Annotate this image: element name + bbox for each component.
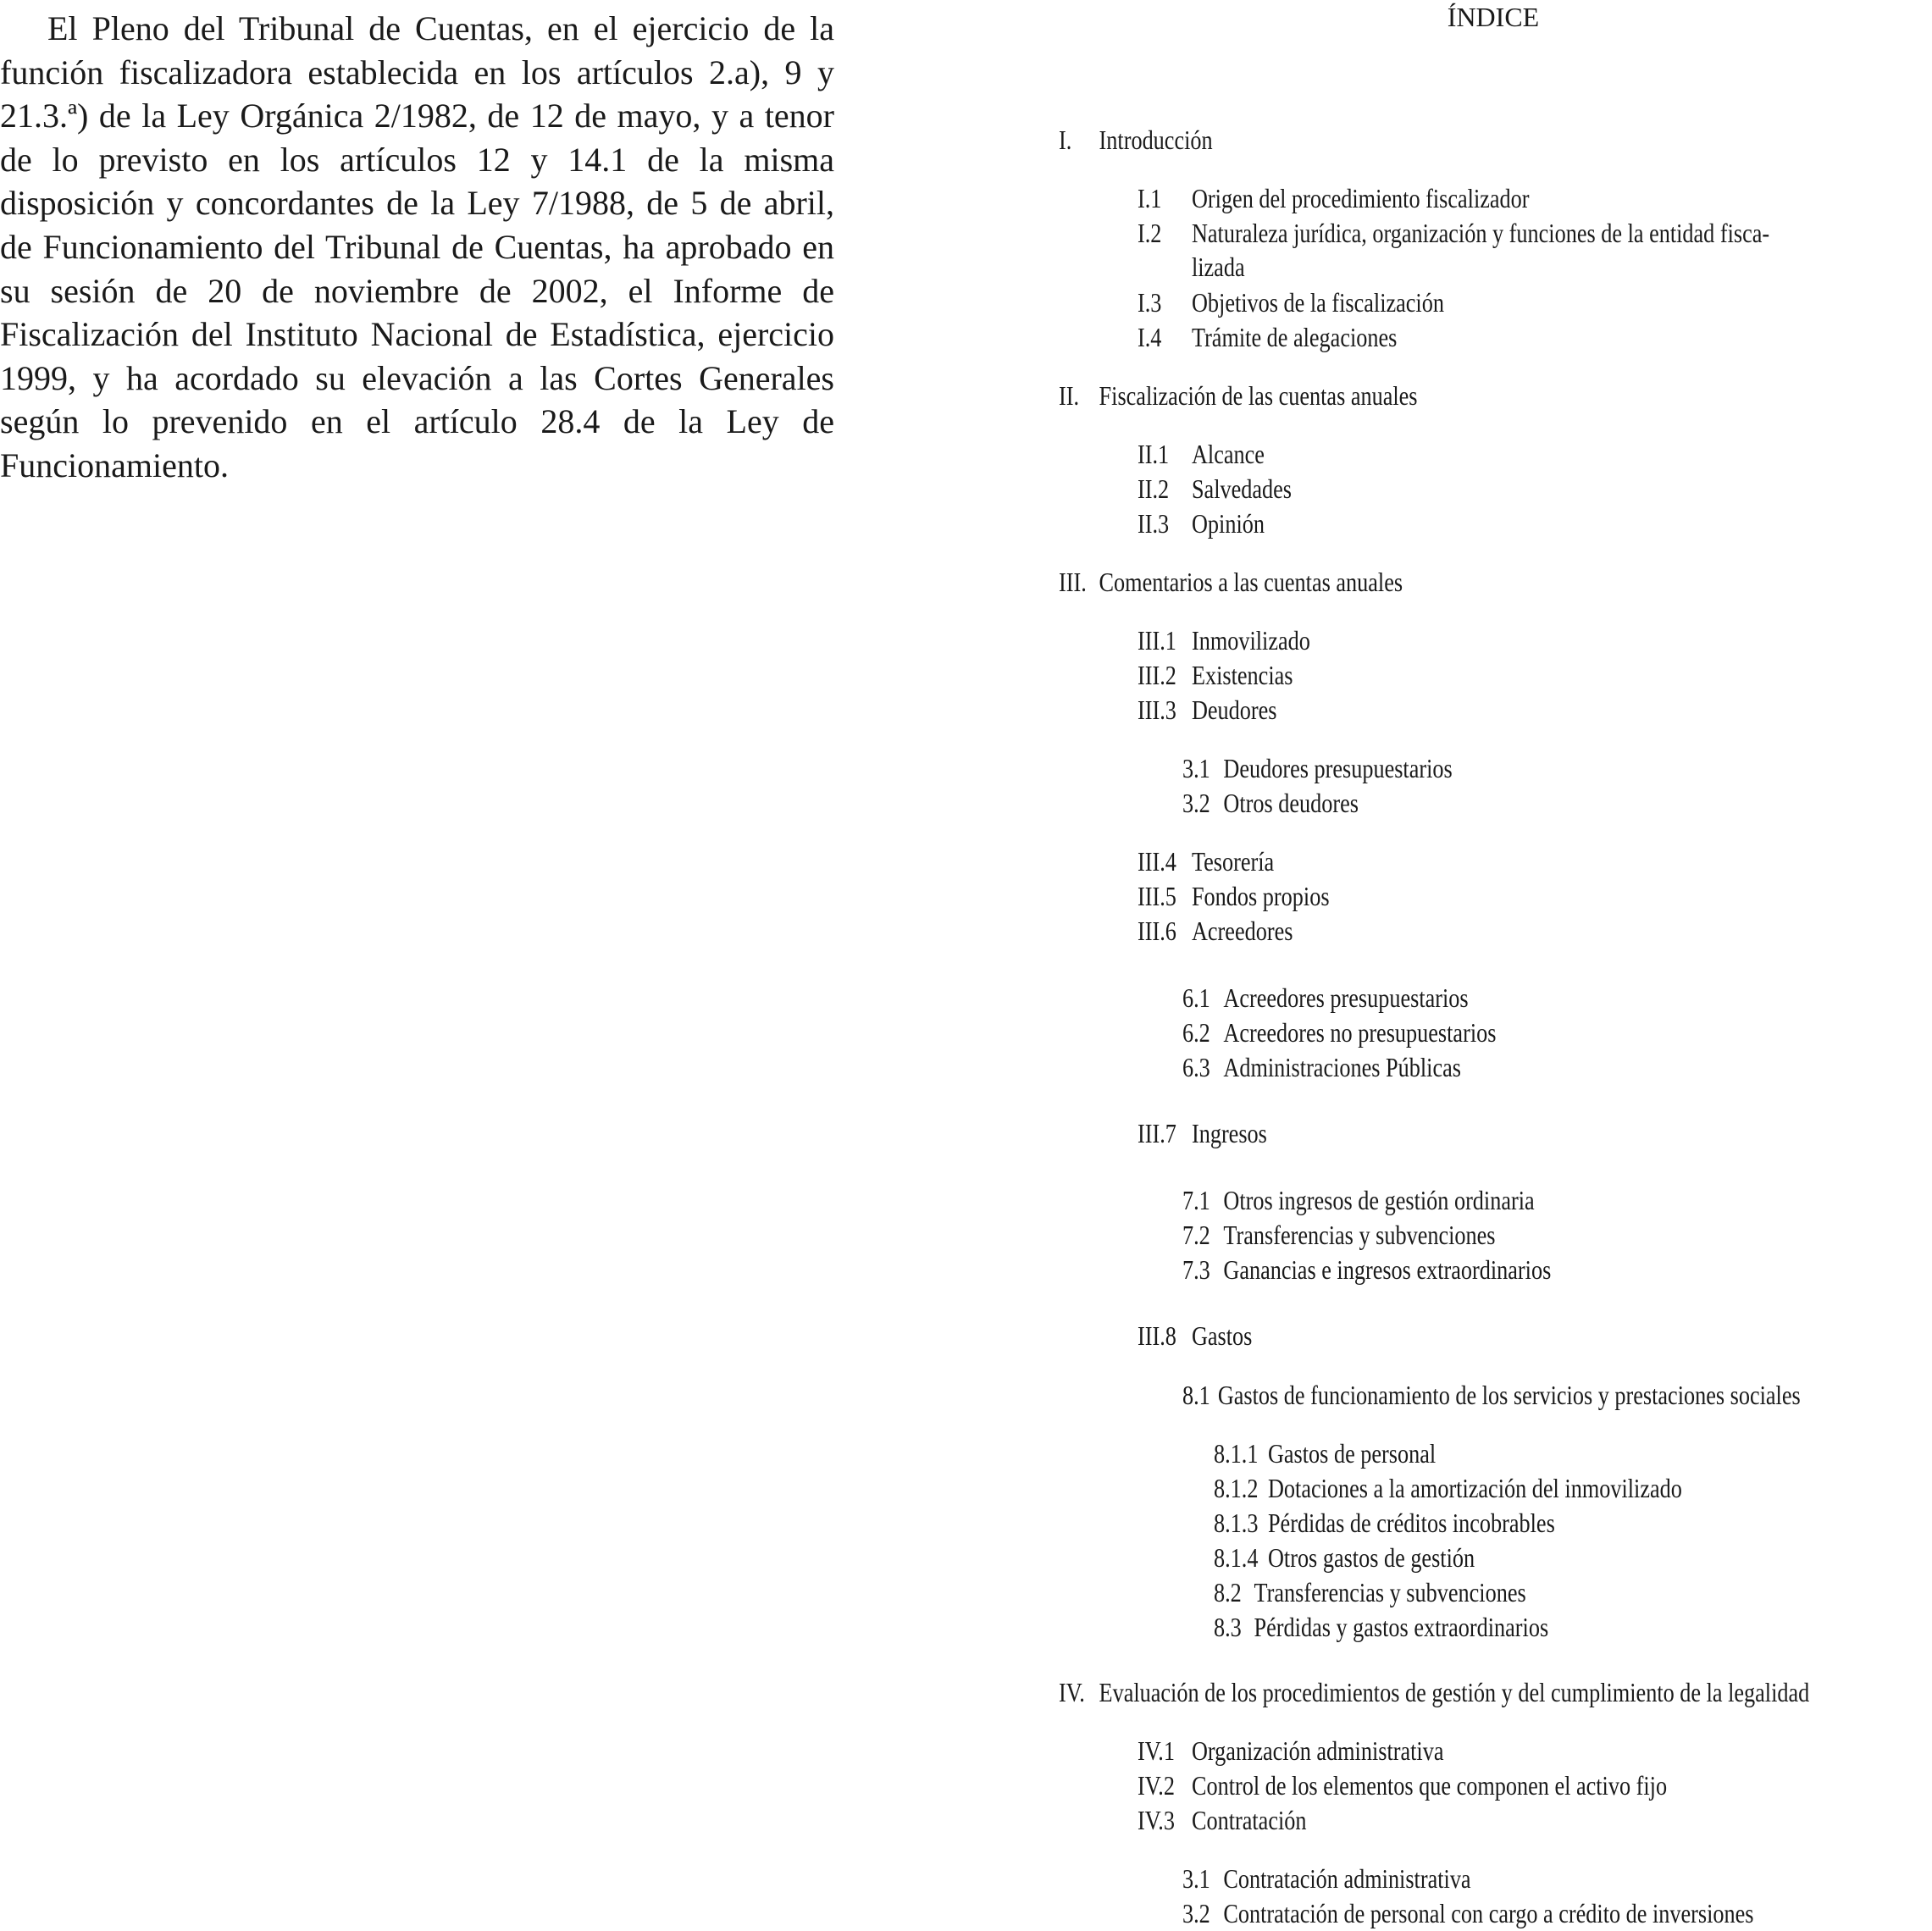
toc-number: 6.2 <box>1182 1017 1210 1048</box>
toc-title-continuation: lizada <box>1191 252 1245 282</box>
toc-number: II.2 <box>1138 473 1170 504</box>
toc-entry <box>1138 658 1293 692</box>
toc-entry <box>1182 786 1359 820</box>
toc-number: III.8 <box>1138 1320 1176 1351</box>
toc-title: Transferencias y subvenciones <box>1254 1577 1526 1607</box>
toc-title: Ganancias e ingresos extraordinarios <box>1223 1254 1552 1285</box>
toc-entry <box>1182 1015 1496 1049</box>
toc-number: 8.1 <box>1182 1380 1210 1410</box>
toc-entry <box>1138 216 1769 284</box>
toc-entry <box>1182 981 1469 1015</box>
toc-number: III. <box>1059 567 1087 597</box>
toc-entry <box>1138 285 1444 319</box>
toc-entry <box>1182 1050 1461 1084</box>
toc-title: Otros deudores <box>1223 788 1359 818</box>
toc-number: I. <box>1059 124 1072 155</box>
toc-entry <box>1059 565 1403 599</box>
toc-number: 3.1 <box>1182 753 1210 783</box>
toc-title: Deudores presupuestarios <box>1223 753 1453 783</box>
toc-entry <box>1138 320 1397 354</box>
toc-title: Acreedores no presupuestarios <box>1223 1017 1497 1048</box>
toc-number: 3.1 <box>1182 1863 1210 1894</box>
toc-title: Naturaleza jurídica, organización y funciones de la entidad fisca- <box>1191 218 1770 248</box>
toc-number: 3.2 <box>1182 1898 1210 1928</box>
toc-number: 8.1.1 <box>1214 1438 1259 1469</box>
toc-title: Fiscalización de las cuentas anuales <box>1099 380 1418 411</box>
toc-title: Acreedores <box>1191 916 1293 946</box>
toc-entry <box>1138 914 1293 948</box>
left-column <box>0 7 834 488</box>
toc-title: Otros ingresos de gestión ordinaria <box>1223 1185 1535 1215</box>
toc-number: II.3 <box>1138 508 1170 539</box>
toc-number: III.2 <box>1138 660 1176 690</box>
toc-entry <box>1138 1803 1306 1837</box>
toc-number: 8.1.3 <box>1214 1508 1259 1538</box>
toc-title: Origen del procedimiento fiscalizador <box>1191 183 1530 213</box>
toc-number: I.3 <box>1138 287 1162 318</box>
table-of-contents <box>1055 0 1932 1931</box>
toc-entry <box>1138 844 1274 878</box>
toc-title: Pérdidas de créditos incobrables <box>1267 1508 1555 1538</box>
intro-paragraph: El Pleno del Tribunal de Cuentas, en el ejercicio de la función fiscalizadora establecida en los artículos 2.a), 9 y 21.3.ª) de la Ley Orgánica 2/1982, de 12 de mayo, y a tenor de lo previsto en los artículos 12 y 14.1 de la misma disposición y concordantes de la Ley 7/1988, de 5 de abril, de Funcionamiento del Tribunal de Cuentas, ha aprobado en su sesión de 20 de noviembre de 2002, el Informe de Fiscalización del Instituto Nacional de Estadística, ejercicio 1999, y ha acordado su elevación a las Cortes Generales según lo prevenido en el artículo 28.4 de la Ley de Funcionamiento. <box>0 9 834 484</box>
toc-number: 6.3 <box>1182 1052 1210 1082</box>
toc-title: Evaluación de los procedimientos de gestión y del cumplimiento de la legalidad <box>1099 1677 1810 1707</box>
toc-number: I.1 <box>1138 183 1162 213</box>
toc-number: IV.1 <box>1138 1735 1175 1766</box>
toc-title: Gastos <box>1191 1320 1253 1351</box>
toc-title: Transferencias y subvenciones <box>1223 1220 1496 1250</box>
toc-title: Tesorería <box>1191 846 1275 877</box>
toc-entry <box>1138 693 1277 727</box>
toc-entry <box>1214 1436 1436 1470</box>
toc-number: 7.1 <box>1182 1185 1210 1215</box>
toc-number: 7.3 <box>1182 1254 1210 1285</box>
toc-number: I.4 <box>1138 322 1162 352</box>
toc-title: Acreedores presupuestarios <box>1223 982 1469 1013</box>
toc-entry <box>1138 437 1265 471</box>
toc-entry <box>1214 1506 1555 1540</box>
toc-title: Comentarios a las cuentas anuales <box>1099 567 1403 597</box>
toc-title: Objetivos de la fiscalización <box>1191 287 1444 318</box>
toc-number: III.3 <box>1138 694 1176 725</box>
toc-number: III.7 <box>1138 1118 1176 1148</box>
toc-entry <box>1182 1253 1551 1286</box>
toc-title: Salvedades <box>1191 473 1293 504</box>
toc-entry <box>1214 1541 1475 1574</box>
toc-entry <box>1214 1471 1682 1505</box>
toc-entry <box>1059 379 1418 412</box>
toc-entry <box>1182 1218 1495 1252</box>
toc-title: Gastos de personal <box>1267 1438 1437 1469</box>
toc-title: Administraciones Públicas <box>1223 1052 1461 1082</box>
toc-number: III.6 <box>1138 916 1176 946</box>
toc-title: Dotaciones a la amortización del inmovilizado <box>1267 1473 1682 1503</box>
toc-entry <box>1214 1610 1548 1644</box>
toc-number: II.1 <box>1138 439 1170 469</box>
toc-entry <box>1138 181 1530 215</box>
toc-title: Fondos propios <box>1191 881 1330 911</box>
toc-entry <box>1182 1862 1471 1895</box>
toc-number: 6.1 <box>1182 982 1210 1013</box>
toc-number: III.1 <box>1138 625 1176 656</box>
index-heading: ÍNDICE <box>1447 2 1540 32</box>
toc-title: Contratación <box>1191 1805 1307 1835</box>
toc-number: 8.1.2 <box>1214 1473 1259 1503</box>
toc-title: Existencias <box>1191 660 1293 690</box>
toc-title: Contratación administrativa <box>1223 1863 1471 1894</box>
toc-number: I.2 <box>1138 218 1162 248</box>
toc-number: 8.2 <box>1214 1577 1242 1607</box>
toc-title: Otros gastos de gestión <box>1267 1542 1475 1573</box>
toc-title: Alcance <box>1191 439 1265 469</box>
toc-number: 3.2 <box>1182 788 1210 818</box>
toc-title: Introducción <box>1099 124 1213 155</box>
toc-number: 8.1.4 <box>1214 1542 1259 1573</box>
toc-entry <box>1182 1183 1535 1217</box>
toc-entry <box>1138 1768 1667 1802</box>
toc-title: Deudores <box>1191 694 1277 725</box>
toc-entry <box>1138 506 1265 540</box>
toc-entry <box>1182 751 1453 785</box>
toc-entry <box>1182 1896 1754 1930</box>
toc-entry <box>1138 1319 1252 1353</box>
toc-entry <box>1059 1675 1809 1709</box>
toc-entry <box>1138 1734 1443 1768</box>
toc-number: II. <box>1059 380 1080 411</box>
toc-entry <box>1059 123 1213 157</box>
toc-title: Pérdidas y gastos extraordinarios <box>1254 1612 1549 1642</box>
toc-number: IV.3 <box>1138 1805 1175 1835</box>
toc-entry <box>1138 879 1330 913</box>
toc-number: IV. <box>1059 1677 1085 1707</box>
toc-entry <box>1182 1378 1801 1412</box>
toc-entry <box>1138 472 1292 506</box>
toc-number: III.5 <box>1138 881 1176 911</box>
toc-title: Organización administrativa <box>1191 1735 1444 1766</box>
toc-number: III.4 <box>1138 846 1176 877</box>
toc-entry <box>1138 1116 1267 1150</box>
toc-number: IV.2 <box>1138 1770 1175 1801</box>
toc-title: Ingresos <box>1191 1118 1267 1148</box>
toc-entry <box>1214 1575 1526 1609</box>
toc-number: 8.3 <box>1214 1612 1242 1642</box>
toc-title: Gastos de funcionamiento de los servicios y prestaciones sociales <box>1217 1380 1801 1410</box>
toc-title: Control de los elementos que componen el activo fijo <box>1191 1770 1668 1801</box>
toc-title: Inmovilizado <box>1191 625 1310 656</box>
toc-number: 7.2 <box>1182 1220 1210 1250</box>
toc-entry <box>1138 623 1310 657</box>
toc-title: Contratación de personal con cargo a crédito de inversiones <box>1223 1898 1754 1928</box>
toc-title: Trámite de alegaciones <box>1191 322 1398 352</box>
toc-title: Opinión <box>1191 508 1265 539</box>
